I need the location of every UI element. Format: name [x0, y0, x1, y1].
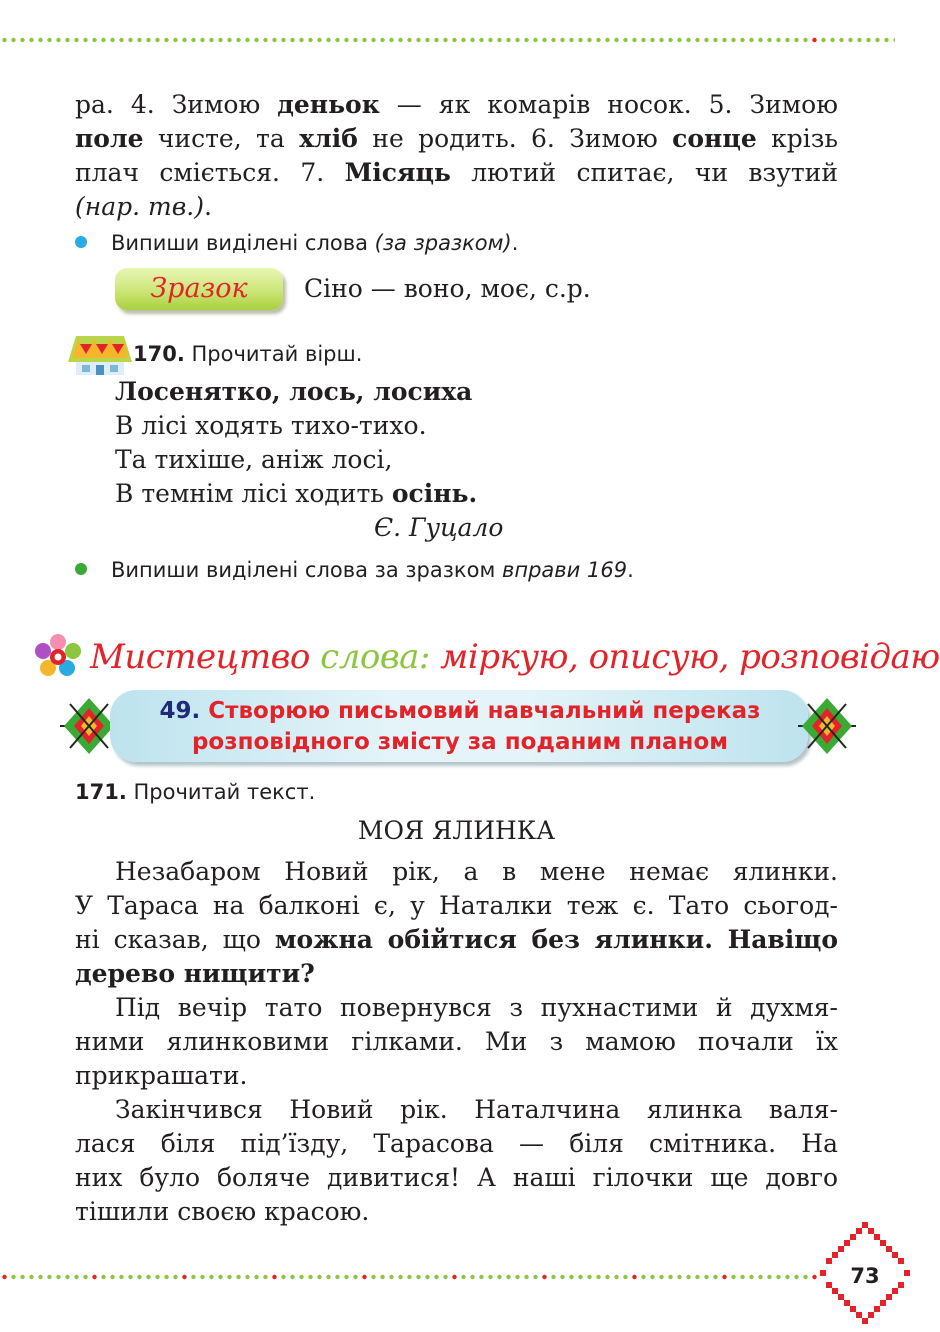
heading-word: слова: — [320, 637, 430, 677]
bullet-icon — [75, 563, 87, 575]
lesson-banner — [60, 690, 856, 766]
embroidery-ornament-right — [798, 696, 856, 756]
page-number: 73 — [850, 1264, 880, 1288]
story-title: МОЯ ЯЛИНКА — [357, 816, 556, 845]
task-169: Випиши виділені слова (за зразком). — [75, 229, 518, 257]
top-decorative-border — [0, 37, 895, 43]
poem — [115, 375, 477, 511]
sample-text: Сіно — воно, моє, с.р. — [304, 274, 591, 303]
sample-label: Зразок — [115, 268, 283, 310]
poem-line: В темнім лісі ходить осінь. — [115, 479, 478, 508]
exercise-171-header: 171. Прочитай текст. — [75, 780, 316, 804]
exercise-170-header: 170. Прочитай вірш. — [133, 342, 363, 366]
story-text: Незабаром Новий рік, а в мене немає ялинки. У Тараса на балконі є, у Наталки теж є. Тато сьогод- ні сказав, що можна обійтися без ялинки. Навіщо дерево нищити? Під вечір тато повернувся з пухнастими й духмя- ними ялинковими гілками. Ми з мамою почали їх прикрашати. Закінчився Новий рік. Наталчина ялинка валя- лася біля під’їзду, Тарасова — біля смітника. На них було боляче дивитися! А наші гілочки ще довго тішили своєю красою. — [75, 857, 838, 1226]
heading-word: Мистецтво — [90, 637, 310, 677]
section-heading — [34, 631, 940, 683]
heading-word: міркую, — [440, 637, 579, 677]
house-icon — [66, 334, 134, 376]
poem-author: Є. Гуцало — [374, 513, 504, 542]
lesson-title: 49. Створюю письмовий навчальний переказ розповідного змісту за поданим планом — [159, 698, 761, 755]
bottom-decorative-border — [0, 1274, 820, 1280]
highlighted-word: поле — [75, 124, 144, 153]
highlighted-word: Місяць — [344, 158, 451, 187]
highlighted-word: сонце — [672, 124, 757, 153]
poem-title: Лосенятко, лось, лосиха — [115, 377, 473, 406]
exercise-number: 170. — [133, 342, 185, 366]
poem-line: Та тихіше, аніж лосі, — [115, 445, 393, 474]
intro-paragraph: ра. 4. Зимою деньок — як комарів носок. 5. Зимою поле чисте, та хліб не родить. 6. Зимою сонце крізь плач сміється. 7. Місяць лютий спитає, чи взутий (нар. тв.). — [75, 90, 838, 221]
exercise-number: 171. — [75, 780, 127, 804]
heading-word: розповідаю — [739, 637, 940, 677]
flower-icon — [34, 633, 82, 677]
poem-line: В лісі ходять тихо-тихо. — [115, 411, 427, 440]
bullet-icon — [75, 236, 87, 248]
heading-word: описую, — [588, 637, 729, 677]
task-170: Випиши виділені слова за зразком вправи 169. — [75, 556, 634, 584]
highlighted-word: хліб — [299, 124, 358, 153]
highlighted-word: деньок — [277, 90, 380, 119]
